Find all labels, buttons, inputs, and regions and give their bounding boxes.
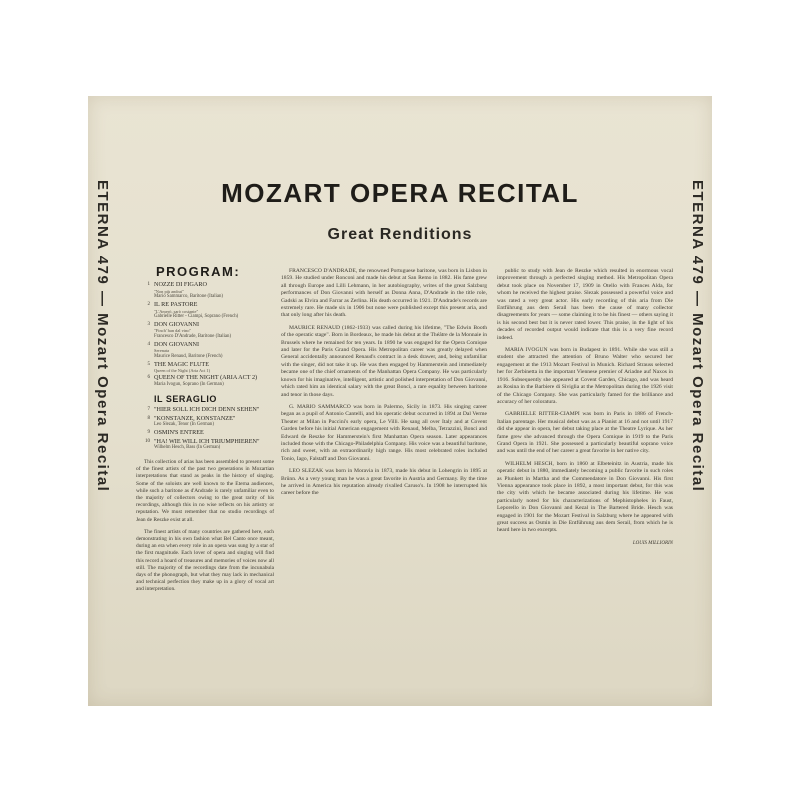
program-item: 7 "HIER SOLL ICH DICH DENN SEHEN" (147, 406, 260, 414)
bio-sammarco: G. MARIO SAMMARCO was born in Palermo, Sicily in 1873. His singing career began as a pupil of Antonio Cantelli, and his operatic debut occurred in 1894 at Dal Verme Theater at Milan in Puccini's early opera, Le Villi. He sang all over Italy and at Covent Garden before his initial American engagement with Renaud, Melba, Tetrazzini, Bonci and Edward de Reszke for Hammerstein's first Manhattan Opera season. Later appearances included those with the Chicago-Philadelphia Company. His voice was a beautiful baritone, rich and sweet, with an extraordinarily high range. His most celebrated roles included Tonio, Iago, Falstaff and Don Giovanni. (281, 403, 487, 462)
program-list (136, 281, 274, 387)
bio-dandrade: FRANCESCO D'ANDRADE, the renowned Portuguese baritone, was born in Lisbon in 1859. He studied under Ronconi and made his debut at San Remo in 1882. His fame grew all through Europe and Lilli Lehmann, in her autobiography, writes of the great Salzburg performances of Don Giovanni with herself as Donna Anna, D'Andrade in the title role, Gadski as Elvira and Farrar as Zerlina. His death occurred in 1921. D'Andrade's records are extremely rare. He made six in 1906 but none were published except this present aria, and that only long after his death. (281, 268, 487, 319)
record-sleeve-back (88, 96, 712, 706)
intro-paragraph: The finest artists of many countries are gathered here, each demonstrating in his own fashion what Bel Canto once meant, during an era when every role in an opera was sung by a star of the first magnitude. Each lover of opera and singing will find this record a hoard of treasures and memories of voices now all still. The majority of the recordings date from the incunabula days of the phonograph, but what they may lack in mechanical and technical perfection they make up in a glory of vocal art and interpretation. (136, 528, 274, 593)
program-item: 6 QUEEN OF THE NIGHT (ARIA ACT 2) Maria Ivogun, Soprano (In German) (147, 374, 258, 387)
program-item: 9 OSMIN'S ENTREE (147, 429, 204, 437)
seraglio-list (136, 406, 274, 451)
bio-hesch: WILHELM HESCH, born in 1860 at Elbeteinitz in Austria, made his operatic debut in 1880, immediately becoming a public favorite in such roles as Plunkett in Martha and the Commendatore in Don Giovanni. His first Vienna appearance took place in 1892, a most important debut, for this was the city with which he became associated during his lifetime. He was particularly noted for his characterizations of Mephistopheles in Faust, Leporello in Don Giovanni and Kezal in The Bartered Bride. Hesch was engaged in 1901 for the Mozart Festival in Salzburg where he appeared with great success as Osmin in Die Entführung aus dem Serail, from which he is heard here in two excerpts. (497, 460, 673, 534)
album-title: MOZART OPERA RECITAL (221, 178, 579, 208)
program-item: 8 "KONSTANZE, KONSTANZE" Leo Slezak, Tenor (In German) (147, 414, 236, 428)
program-heading: PROGRAM: (156, 264, 241, 279)
bio-ritter-ciampi: GABRIELLE RITTER-CIAMPI was born in Paris in 1886 of French-Italian parentage. Her musical debut was as a Pianist at 16 and not until 1917 did she appear in opera, her debut taking place at the Theatre Lyrique. As her fame grew she advanced through the Opera Comique in 1919 to the Paris Grand Opera in 1921. She possessed a particularly beautiful soprano voice and was until the end of her career a great favorite in her native city. (497, 411, 673, 455)
spine-text-left: ETERNA 479 — Mozart Opera Recital (94, 180, 111, 493)
program-item: 1 NOZZE DI FIGARO "Non più andrai" Mario Sammarco, Baritone (Italian) (147, 281, 223, 300)
program-item: 10 "HA! WIE WILL ICH TRIUMPHIEREN" Wilhelm Hesch, Bass (In German) (145, 437, 260, 450)
bio-slezak: LEO SLEZAK was born in Moravia in 1873, made his debut in Lohengrin in 1895 at Brünn. As a very young man he was a great favorite in Austria and Germany. By the time he arrived in America his reputation already rivalled Caruso's. In 1908 he interrupted his career before the (281, 468, 487, 497)
bio-ivogun: MARIA IVOGUN was born in Budapest in 1891. While she was still a student she attracted the attention of Bruno Walter who secured her engagement at the 1913 Mozart Festival in Munich. Richard Strauss selected her for Zerbinetta in the important Viennese premier of Ariadne auf Naxos in 1916. Subsequently she appeared at Covent Garden, Chicago, and was heard as Rosina in the Barbiere di Siviglia at the Metropolitan during the 1926 visit of the Chicago Company. She was particularly famed for the brilliance and accuracy of her coloratura. (497, 347, 673, 405)
bio-slezak-cont: public to study with Jean de Reszke which resulted in enormous vocal improvement through a perfected singing method. His Metropolitan Opera debut took place on November 17, 1909 in Otello with Frances Alda, for whom he received the highest praise. Slezak possessed a powerful voice and was rated a very great actor. His early recording of this aria from Die Entführung aus dem Serail has been the cause of many collector disagreements for years — some claiming it to be his finest — others saying it is his second best but it is never rated lower. This praise, in the light of his decades of recorded output would indicate that this is a very fine record indeed. (497, 268, 673, 341)
program-column (136, 264, 274, 599)
program-item: 2 IL RE PASTORE "L'Amerò, sarò costante" Gabrielle Ritter - Ciampi, Soprano (French) (147, 301, 239, 320)
program-item: 4 DON GIOVANNI Serenata Maurice Renaud, Baritone (French) (147, 340, 223, 359)
spine-text-right: ETERNA 479 — Mozart Opera Recital (689, 180, 706, 493)
program-item: 3 DON GIOVANNI "Finch' han dal vino" Francesco D'Andrade, Baritone (Italian) (147, 321, 232, 339)
author-signature: LOUIS MILLIORIN (632, 540, 673, 546)
notes-column-2 (281, 268, 487, 503)
program-item: 5 THE MAGIC FLUTE Queen of the Night (Aria Act 1) (147, 360, 211, 374)
seraglio-heading: IL SERAGLIO (154, 393, 217, 404)
album-subtitle: Great Renditions (327, 226, 473, 243)
bio-renaud: MAURICE RENAUD (1862-1933) was called during his lifetime, "The Edwin Booth of the operatic stage". Born in Bordeaux, he made his debut at the Théâtre de la Monnaie in Brussels where he remained for ten years. In 1890 he was engaged for the Opera Comique and later for the Paris Grand Opera. His Metropolitan career was greatly delayed when General accidentally announced Renaud's contract in a desk drawer, and, being unfamiliar with the singer, did not take it up. He was then engaged by Hammerstein and immediately became one of the chief ornaments of the Manhattan Opera Company. He was particularly known for his imaginative, intelligent, artistic and polished interpretation of Don Giovanni, which rated him an identical salary with the great Bonci, a rare equality between baritone and tenor in those days. (281, 324, 487, 398)
intro-paragraph: This collection of arias has been assembled to present some of the finest artists of the past two generations in Mozartian interpretations that stand as peaks in the history of singing. Some of the soloists are well known to the Eterna audiences, while such a baritone as d'Andrade is rarely unfamiliar even to the majority of collectors owing to the great rarity of his recordings, although this in no wise reflects on his artistry or reputation. We must remember that no studio recordings of Jean de Reszke exist at all. (136, 458, 274, 523)
notes-column-3 (497, 268, 673, 547)
